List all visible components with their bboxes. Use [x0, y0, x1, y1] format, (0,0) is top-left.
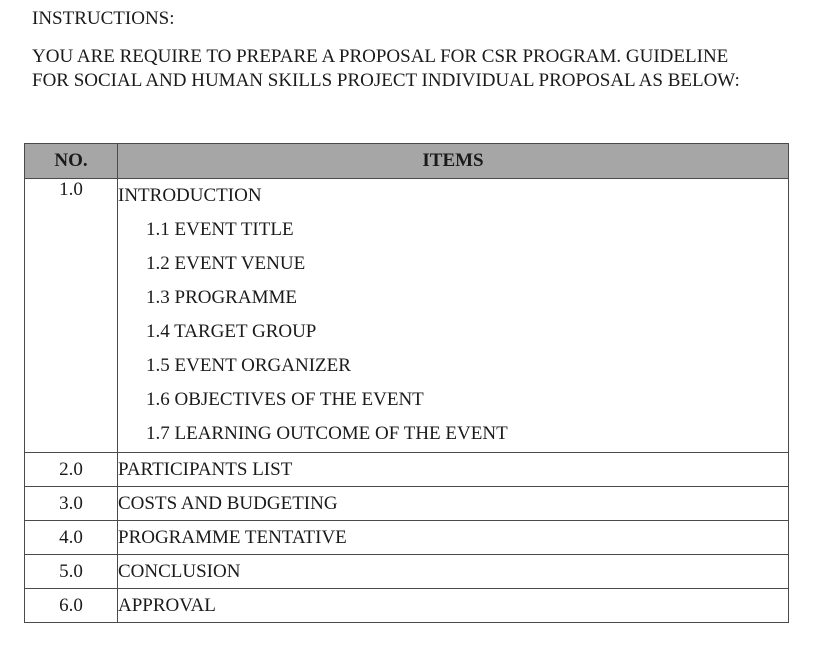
subitem: 1.6 OBJECTIVES OF THE EVENT — [146, 389, 424, 410]
instructions-line-1: YOU ARE REQUIRE TO PREPARE A PROPOSAL FOR CSR PROGRAM. GUIDELINE — [32, 46, 729, 67]
subitem-list — [118, 218, 788, 452]
subitem: 1.2 EVENT VENUE — [146, 253, 306, 274]
table-header-row — [25, 144, 789, 179]
item-cell — [118, 179, 789, 453]
item-title: APPROVAL — [118, 589, 789, 623]
subitem: 1.3 PROGRAMME — [146, 287, 297, 308]
row-number: 3.0 — [25, 487, 118, 521]
proposal-guideline-table — [24, 143, 789, 623]
item-title: CONCLUSION — [118, 555, 789, 589]
instructions-paragraph — [32, 45, 802, 93]
row-number: 5.0 — [25, 555, 118, 589]
table-row — [25, 589, 789, 623]
row-number: 2.0 — [25, 453, 118, 487]
header-items: ITEMS — [118, 144, 789, 179]
row-number: 6.0 — [25, 589, 118, 623]
header-no: NO. — [25, 144, 118, 179]
instructions-line-2: FOR SOCIAL AND HUMAN SKILLS PROJECT INDIVIDUAL PROPOSAL AS BELOW: — [32, 70, 740, 91]
item-title: INTRODUCTION — [118, 185, 262, 206]
subitem: 1.5 EVENT ORGANIZER — [146, 355, 351, 376]
row-number: 1.0 — [25, 179, 118, 453]
subitem: 1.7 LEARNING OUTCOME OF THE EVENT — [146, 423, 508, 444]
item-title: PARTICIPANTS LIST — [118, 453, 789, 487]
instructions-heading: INSTRUCTIONS: — [32, 8, 175, 29]
table-row — [25, 555, 789, 589]
table-row — [25, 487, 789, 521]
subitem: 1.4 TARGET GROUP — [146, 321, 317, 342]
item-title: COSTS AND BUDGETING — [118, 487, 789, 521]
table-row-introduction — [25, 179, 789, 453]
row-number: 4.0 — [25, 521, 118, 555]
table-row — [25, 453, 789, 487]
subitem: 1.1 EVENT TITLE — [146, 219, 294, 240]
table-row — [25, 521, 789, 555]
item-title: PROGRAMME TENTATIVE — [118, 521, 789, 555]
